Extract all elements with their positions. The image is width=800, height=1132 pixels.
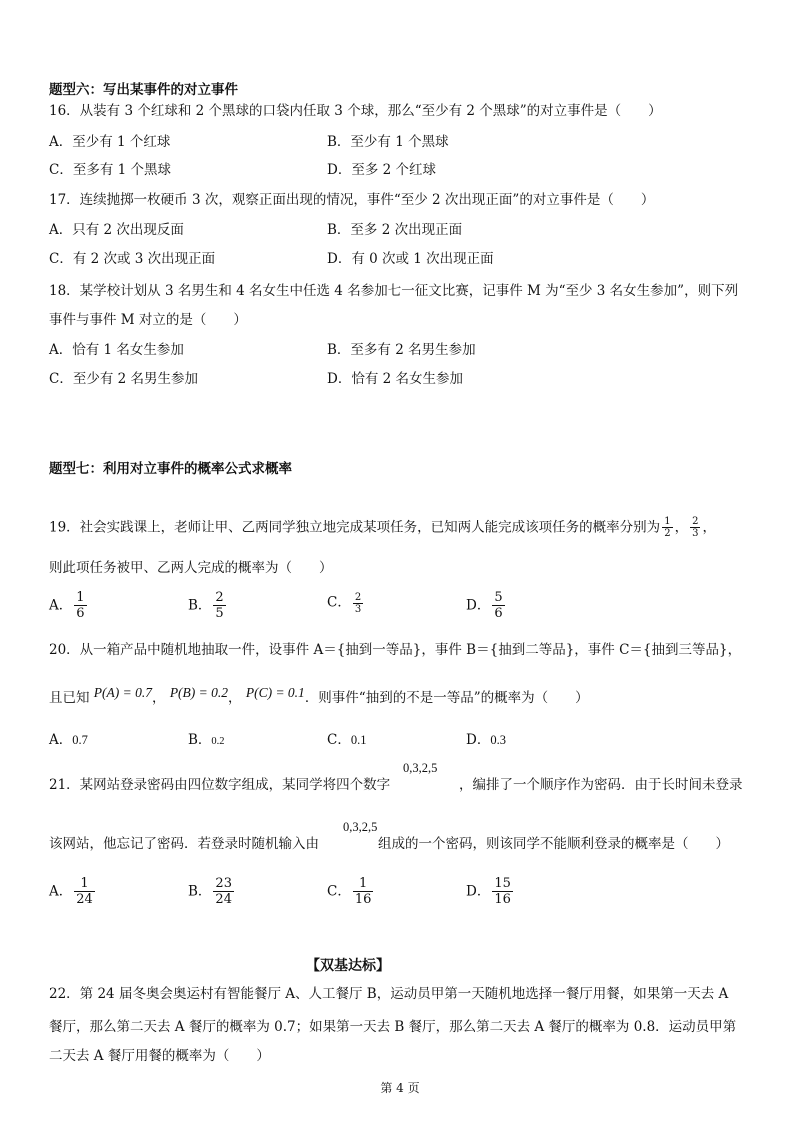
q21-digits-2: 0,3,2,5 bbox=[343, 820, 378, 834]
q21-option-d: D． $\frac{15}{16}$ bbox=[466, 876, 511, 907]
q17-option-b: B．至多 2 次出现正面 bbox=[327, 222, 463, 238]
q22-line3: 二天去 A 餐厅用餐的概率为（ ） bbox=[49, 1048, 270, 1064]
q21-digits-1: 0,3,2,5 bbox=[403, 761, 438, 775]
q21-stem-line1-b: ，编排了一个顺序作为密码．由于长时间未登录 bbox=[459, 777, 743, 793]
section7-title: 题型七：利用对立事件的概率公式求概率 bbox=[49, 461, 292, 477]
q19-stem-text: 19．社会实践课上，老师让甲、乙两同学独立地完成某项任务，已知两人能完成该项任务的概率分别为 bbox=[49, 519, 661, 536]
q18-option-c: C．至少有 2 名男生参加 bbox=[49, 371, 199, 387]
q20-pb: P(B) = 0.2 bbox=[169, 685, 229, 700]
q18-stem-line1: 18．某学校计划从 3 名男生和 4 名女生中任选 4 名参加七一征文比赛，记事件 M 为“至少 3 名女生参加”，则下列 bbox=[49, 283, 739, 299]
q20-option-d: D．0.3 bbox=[466, 732, 506, 748]
q21-stem-line1-a: 21．某网站登录密码由四位数字组成，某同学将四个数字 bbox=[49, 777, 391, 793]
q16-option-a: A．至少有 1 个红球 bbox=[49, 134, 171, 150]
q18-stem-line2: 事件与事件 M 对立的是（ ） bbox=[49, 312, 247, 328]
q21-stem-line2-b: 组成的一个密码，则该同学不能顺利登录的概率是（ ） bbox=[378, 836, 729, 852]
q19-option-b: B． $\frac{2}{5}$ bbox=[188, 590, 224, 621]
q21-option-c: C． $\frac{1}{16}$ bbox=[327, 876, 372, 907]
q19-stem-line2: 则此项任务被甲、乙两人完成的概率为（ ） bbox=[49, 560, 333, 576]
q20-stem-line1: 20．从一箱产品中随机地抽取一件，设事件 A＝{抽到一等品}，事件 B＝{抽到二等品}，事件 C＝{抽到三等品}， bbox=[49, 642, 742, 658]
section-shuangji-title: 【双基达标】 bbox=[306, 958, 390, 974]
q21-option-b: B． $\frac{23}{24}$ bbox=[188, 876, 232, 907]
q20-option-b: B．0.2 bbox=[188, 732, 225, 748]
q17-option-d: D．有 0 次或 1 次出现正面 bbox=[327, 251, 494, 267]
q20-option-c: C．0.1 bbox=[327, 732, 367, 748]
q19-option-c: C． $\frac{2}{3}$ bbox=[327, 592, 362, 615]
q16-option-c: C．至多有 1 个黑球 bbox=[49, 162, 172, 178]
q16-option-b: B．至少有 1 个黑球 bbox=[327, 134, 449, 150]
q19-stem-line1: 19．社会实践课上，老师让甲、乙两同学独立地完成某项任务，已知两人能完成该项任务的概率分别为 $\frac{1}{2}$ ， $\frac{2}{3}$ ， bbox=[49, 516, 716, 539]
q16-stem: 16．从装有 3 个红球和 2 个黑球的口袋内任取 3 个球，那么“至少有 2 个黑球”的对立事件是（ ） bbox=[49, 103, 662, 119]
q17-option-c: C．有 2 次或 3 次出现正面 bbox=[49, 251, 216, 267]
q18-option-a: A．恰有 1 名女生参加 bbox=[49, 342, 184, 358]
q18-option-d: D．恰有 2 名女生参加 bbox=[327, 371, 463, 387]
q19-prob-2: $\frac{2}{3}$ bbox=[692, 516, 699, 539]
q21-option-a: A． $\frac{1}{24}$ bbox=[49, 876, 93, 907]
q16-option-d: D．至多 2 个红球 bbox=[327, 162, 436, 178]
q20-option-a: A．0.7 bbox=[49, 732, 88, 748]
section6-title: 题型六：写出某事件的对立事件 bbox=[49, 82, 238, 98]
q20-pa: P(A) = 0.7 bbox=[93, 685, 153, 700]
q19-prob-1: $\frac{1}{2}$ bbox=[664, 516, 671, 539]
q20-stem-line2: 且已知 P(A) = 0.7， P(B) = 0.2， P(C) = 0.1．则事件“抽到的不是一等品”的概率为（ ） bbox=[49, 685, 589, 706]
q20-pc: P(C) = 0.1 bbox=[245, 685, 305, 700]
q18-option-b: B．至多有 2 名男生参加 bbox=[327, 342, 476, 358]
q17-option-a: A．只有 2 次出现反面 bbox=[49, 222, 184, 238]
page-number: 第 4 页 bbox=[380, 1081, 420, 1095]
q19-option-a: A． $\frac{1}{6}$ bbox=[49, 590, 85, 621]
q19-option-d: D． $\frac{5}{6}$ bbox=[466, 590, 503, 621]
q21-stem-line2-a: 该网站，他忘记了密码．若登录时随机输入由 bbox=[49, 836, 319, 852]
q22-line2: 餐厅，那么第二天去 A 餐厅的概率为 0.7；如果第一天去 B 餐厅，那么第二天去 A 餐厅的概率为 0.8．运动员甲第 bbox=[49, 1019, 737, 1035]
q17-stem: 17．连续抛掷一枚硬币 3 次，观察正面出现的情况，事件“至少 2 次出现正面”的对立事件是（ ） bbox=[49, 192, 655, 208]
q22-line1: 22．第 24 届冬奥会奥运村有智能餐厅 A、人工餐厅 B，运动员甲第一天随机地选择一餐厅用餐，如果第一天去 A bbox=[49, 986, 729, 1002]
